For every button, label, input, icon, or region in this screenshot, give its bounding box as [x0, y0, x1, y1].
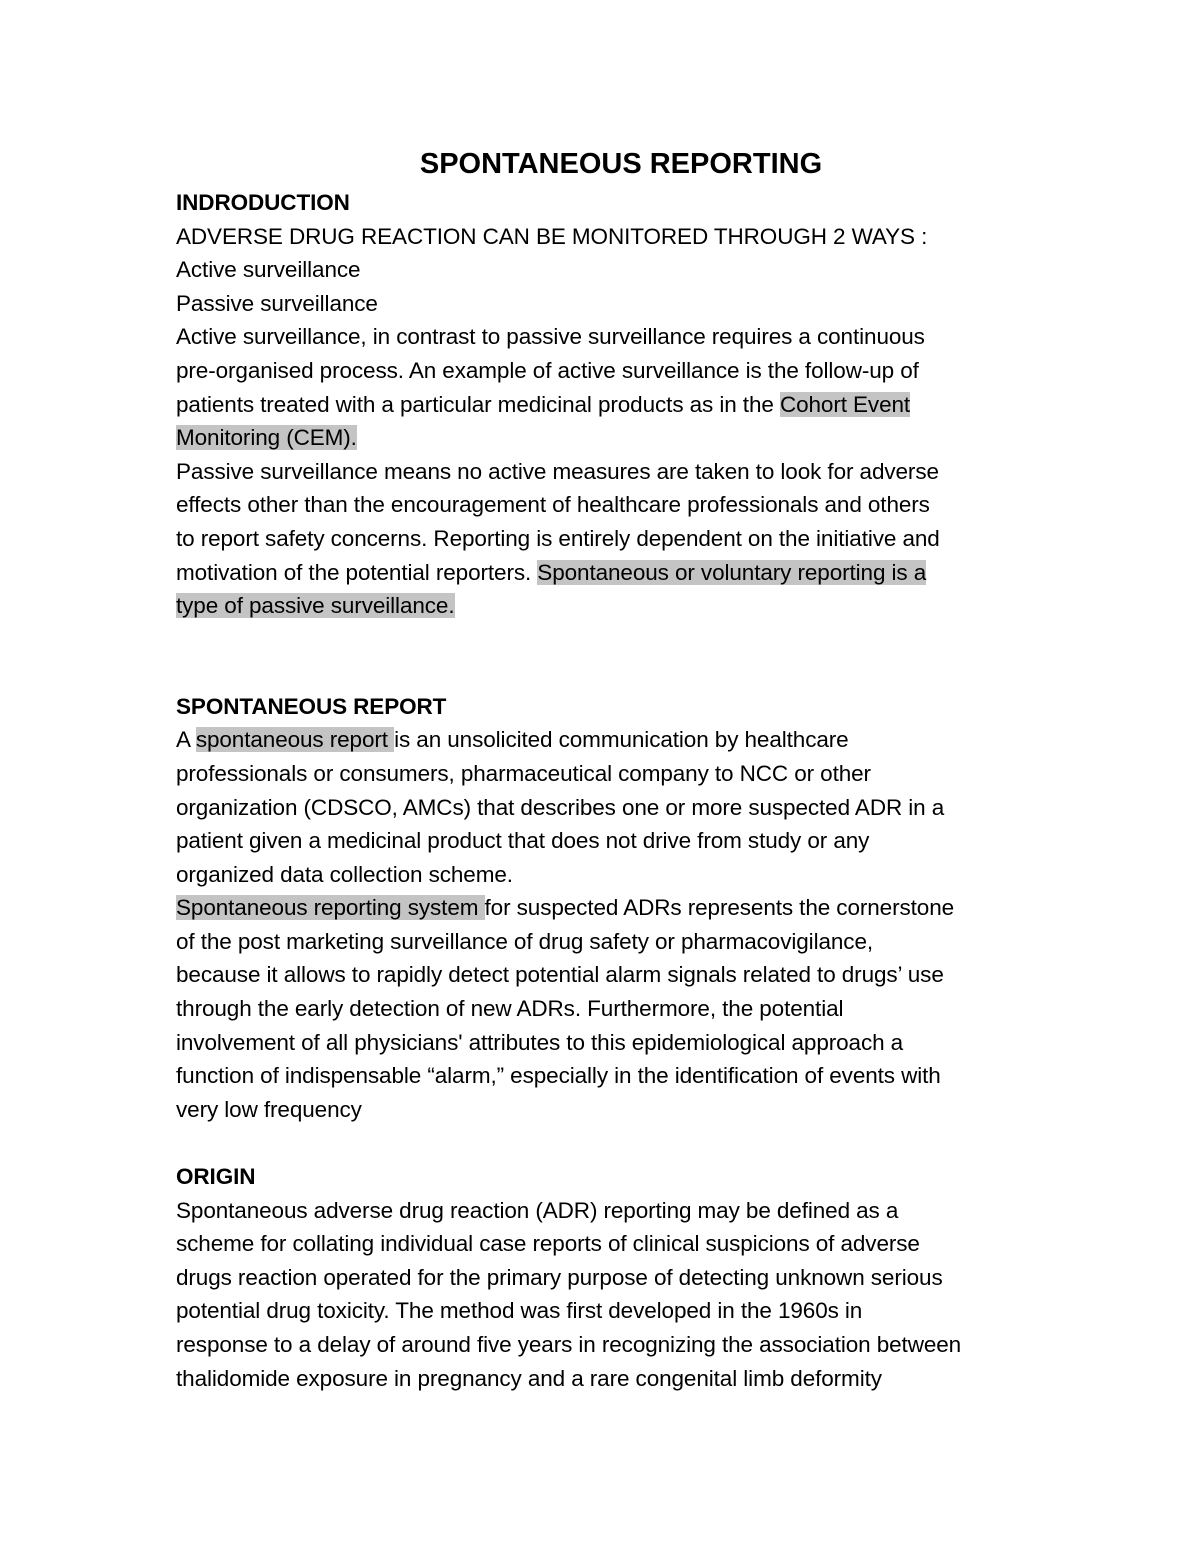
- text-run: patients treated with a particular medicinal products as in the: [176, 391, 780, 417]
- paragraph-line: Active surveillance: [176, 257, 361, 283]
- paragraph-line: potential drug toxicity. The method was first developed in the 1960s in: [176, 1298, 863, 1324]
- paragraph-line: professionals or consumers, pharmaceutical company to NCC or other: [176, 760, 871, 786]
- text-run: for suspected ADRs represents the cornerstone: [484, 895, 955, 921]
- paragraph-line: drugs reaction operated for the primary purpose of detecting unknown serious: [176, 1264, 943, 1290]
- paragraph-line: because it allows to rapidly detect potential alarm signals related to drugs’ use: [176, 962, 944, 988]
- document-title: SPONTANEOUS REPORTING: [419, 148, 823, 180]
- document-body: [176, 143, 1066, 1395]
- paragraph-line: of the post marketing surveillance of drug safety or pharmacovigilance,: [176, 928, 874, 954]
- section-heading-introduction: INDRODUCTION: [176, 190, 350, 215]
- highlighted-text: Cohort Event: [779, 391, 911, 417]
- paragraph-line: pre-organised process. An example of active surveillance is the follow-up of: [176, 357, 919, 383]
- paragraph-line: [176, 388, 1066, 422]
- text-run: A: [176, 727, 196, 753]
- section-introduction: [176, 186, 1066, 623]
- section-heading-spontaneous-report: SPONTANEOUS REPORT: [176, 693, 447, 719]
- highlighted-text: type of passive surveillance.: [176, 593, 455, 619]
- highlighted-text: Spontaneous or voluntary reporting is a: [537, 559, 927, 585]
- highlighted-text: spontaneous report: [195, 727, 395, 753]
- highlighted-text: Spontaneous reporting system: [176, 895, 485, 921]
- paragraph-line: Active surveillance, in contrast to passive surveillance requires a continuous: [176, 324, 925, 350]
- paragraph-line: [176, 723, 1066, 757]
- section-heading-origin: ORIGIN: [176, 1164, 256, 1190]
- blank-space: [176, 623, 1066, 690]
- paragraph-line: [176, 421, 1066, 455]
- blank-space: [176, 1126, 1066, 1160]
- paragraph-line: response to a delay of around five years in recognizing the association between: [176, 1332, 962, 1357]
- text-run: is an unsolicited communication by healthcare: [394, 727, 849, 753]
- paragraph-line: [176, 891, 1066, 925]
- section-spontaneous-report: [176, 690, 1066, 1127]
- paragraph-line: involvement of all physicians' attributes to this epidemiological approach a: [176, 1029, 904, 1055]
- paragraph-line: [176, 589, 1066, 623]
- paragraph-line: very low frequency: [176, 1096, 362, 1122]
- paragraph-line: Spontaneous adverse drug reaction (ADR) reporting may be defined as a: [176, 1197, 899, 1223]
- text-run: motivation of the potential reporters.: [176, 559, 538, 585]
- paragraph-line: through the early detection of new ADRs. Furthermore, the potential: [176, 996, 844, 1022]
- highlighted-text: Monitoring (CEM).: [176, 425, 357, 451]
- paragraph-line: patient given a medicinal product that does not drive from study or any: [176, 828, 870, 854]
- paragraph-line: to report safety concerns. Reporting is entirely dependent on the initiative and: [176, 525, 940, 551]
- paragraph-line: Passive surveillance: [176, 290, 378, 316]
- paragraph-line: function of indispensable “alarm,” especially in the identification of events with: [176, 1063, 941, 1089]
- paragraph-line: effects other than the encouragement of healthcare professionals and others: [176, 492, 930, 518]
- paragraph-line: ADVERSE DRUG REACTION CAN BE MONITORED THROUGH 2 WAYS :: [176, 223, 928, 249]
- section-origin: [176, 1160, 1066, 1395]
- paragraph-line: Passive surveillance means no active measures are taken to look for adverse: [176, 458, 939, 484]
- paragraph-line: organized data collection scheme.: [176, 861, 513, 887]
- paragraph-line: organization (CDSCO, AMCs) that describes one or more suspected ADR in a: [176, 794, 945, 820]
- paragraph-line: thalidomide exposure in pregnancy and a rare congenital limb deformity: [176, 1365, 882, 1391]
- paragraph-line: [176, 556, 1066, 590]
- paragraph-line: scheme for collating individual case reports of clinical suspicions of adverse: [176, 1231, 920, 1257]
